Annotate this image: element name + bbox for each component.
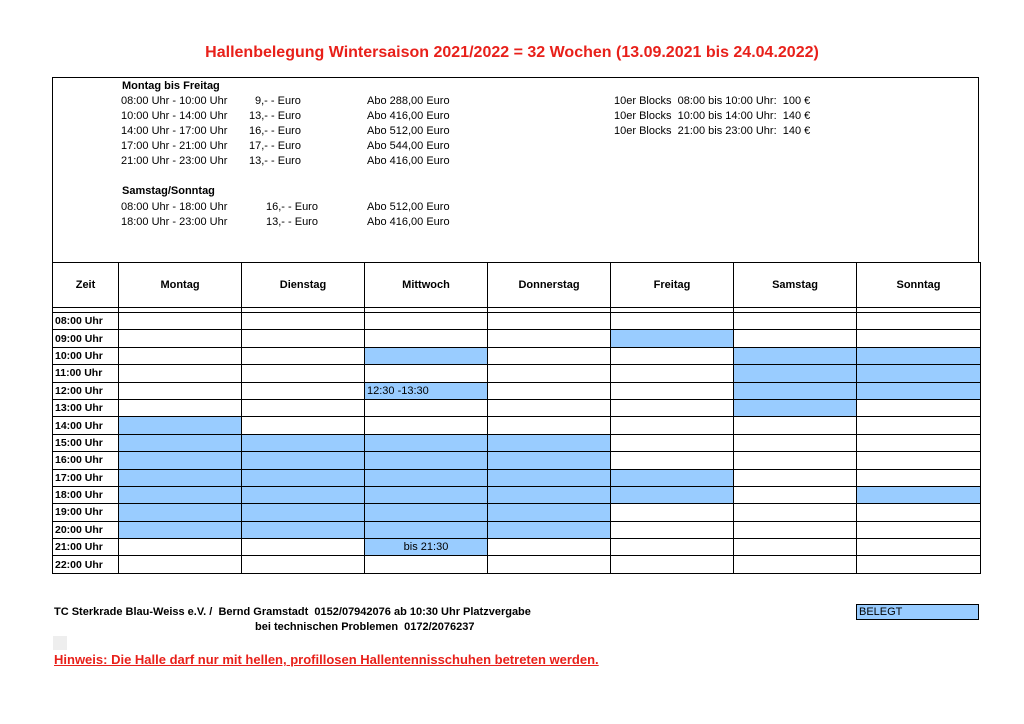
slot-free [488, 399, 611, 416]
weekend-heading: Samstag/Sonntag [122, 185, 215, 197]
notice-text: Hinweis: Die Halle darf nur mit hellen, profillosen Hallentennisschuhen betreten werden. [54, 652, 599, 667]
time-cell: 22:00 Uhr [53, 556, 119, 573]
slot-booked [734, 399, 857, 416]
weekend-rate-price: 13,- - Euro [266, 216, 318, 228]
block-price: 10er Blocks 21:00 bis 23:00 Uhr: 140 € [614, 125, 811, 137]
slot-free [242, 365, 365, 382]
slot-free [734, 434, 857, 451]
time-cell: 19:00 Uhr [53, 504, 119, 521]
slot-booked [488, 521, 611, 538]
slot-free [242, 330, 365, 347]
time-cell: 21:00 Uhr [53, 539, 119, 556]
slot-free [857, 417, 981, 434]
slot-free [119, 382, 242, 399]
slot-free [857, 330, 981, 347]
slot-booked [365, 434, 488, 451]
slot-free [365, 417, 488, 434]
weekday-rate-price: 9,- - Euro [255, 95, 301, 107]
slot-free [488, 330, 611, 347]
schedule-row [53, 539, 981, 556]
header-day: Mittwoch [365, 263, 488, 308]
weekday-rate-price: 16,- - Euro [249, 125, 301, 137]
slot-free [611, 521, 734, 538]
slot-booked [119, 469, 242, 486]
slot-booked [734, 347, 857, 364]
slot-booked [365, 504, 488, 521]
weekend-rate-abo: Abo 512,00 Euro [367, 201, 450, 213]
slot-note: 12:30 -13:30 [367, 384, 429, 397]
slot-free [734, 486, 857, 503]
slot-free [119, 347, 242, 364]
weekend-rate-abo: Abo 416,00 Euro [367, 216, 450, 228]
slot-free [242, 347, 365, 364]
slot-free [857, 313, 981, 330]
weekday-rate-price: 13,- - Euro [249, 110, 301, 122]
slot-free [242, 313, 365, 330]
schedule-row [53, 399, 981, 416]
header-day: Dienstag [242, 263, 365, 308]
header-day: Donnerstag [488, 263, 611, 308]
weekday-rate-time: 14:00 Uhr - 17:00 Uhr [121, 125, 228, 137]
schedule-row [53, 556, 981, 573]
slot-free [242, 399, 365, 416]
slot-free [611, 452, 734, 469]
weekday-rate-abo: Abo 512,00 Euro [367, 125, 450, 137]
slot-booked [857, 347, 981, 364]
slot-booked [365, 382, 488, 399]
slot-free [857, 452, 981, 469]
block-price: 10er Blocks 08:00 bis 10:00 Uhr: 100 € [614, 95, 811, 107]
slot-free [611, 539, 734, 556]
schedule-row [53, 382, 981, 399]
weekend-rate-time: 18:00 Uhr - 23:00 Uhr [121, 216, 228, 228]
time-cell: 18:00 Uhr [53, 486, 119, 503]
slot-booked [242, 469, 365, 486]
slot-booked [488, 486, 611, 503]
slot-free [365, 330, 488, 347]
slot-free [119, 539, 242, 556]
schedule-row [53, 434, 981, 451]
schedule-row [53, 521, 981, 538]
slot-free [488, 365, 611, 382]
slot-free [488, 417, 611, 434]
slot-booked [365, 347, 488, 364]
slot-booked [365, 486, 488, 503]
schedule-row [53, 504, 981, 521]
slot-free [857, 504, 981, 521]
slot-booked [488, 434, 611, 451]
slot-note: bis 21:30 [403, 541, 449, 554]
schedule-table [52, 262, 981, 574]
slot-free [734, 417, 857, 434]
slot-booked [857, 382, 981, 399]
weekday-rate-abo: Abo 416,00 Euro [367, 155, 450, 167]
schedule-header-row [53, 263, 981, 308]
time-cell: 13:00 Uhr [53, 399, 119, 416]
slot-free [857, 469, 981, 486]
schedule-row [53, 365, 981, 382]
slot-free [611, 434, 734, 451]
grey-marker [53, 636, 67, 650]
slot-free [734, 469, 857, 486]
time-cell: 08:00 Uhr [53, 313, 119, 330]
slot-free [365, 556, 488, 573]
slot-free [119, 330, 242, 347]
slot-free [488, 382, 611, 399]
slot-booked [365, 539, 488, 556]
time-cell: 15:00 Uhr [53, 434, 119, 451]
weekday-rate-price: 17,- - Euro [249, 140, 301, 152]
legend-booked: BELEGT [856, 604, 979, 620]
header-day: Freitag [611, 263, 734, 308]
header-time: Zeit [53, 263, 119, 308]
schedule-row [53, 347, 981, 364]
slot-free [611, 556, 734, 573]
slot-free [734, 313, 857, 330]
slot-free [611, 347, 734, 364]
time-cell: 20:00 Uhr [53, 521, 119, 538]
schedule-row [53, 417, 981, 434]
slot-free [365, 313, 488, 330]
pricing-box [52, 77, 979, 262]
slot-free [488, 556, 611, 573]
slot-booked [611, 469, 734, 486]
slot-free [857, 399, 981, 416]
slot-booked [242, 521, 365, 538]
block-price: 10er Blocks 10:00 bis 14:00 Uhr: 140 € [614, 110, 811, 122]
slot-booked [857, 486, 981, 503]
header-day: Sonntag [857, 263, 981, 308]
slot-free [119, 365, 242, 382]
schedule-body [53, 313, 981, 574]
weekend-rate-time: 08:00 Uhr - 18:00 Uhr [121, 201, 228, 213]
slot-booked [611, 486, 734, 503]
slot-booked [119, 417, 242, 434]
slot-free [611, 504, 734, 521]
time-cell: 14:00 Uhr [53, 417, 119, 434]
slot-free [488, 539, 611, 556]
slot-free [857, 539, 981, 556]
time-cell: 12:00 Uhr [53, 382, 119, 399]
slot-booked [242, 434, 365, 451]
slot-booked [242, 486, 365, 503]
slot-free [611, 382, 734, 399]
schedule-row [53, 486, 981, 503]
slot-booked [365, 521, 488, 538]
slot-booked [734, 382, 857, 399]
slot-free [611, 365, 734, 382]
slot-free [857, 556, 981, 573]
slot-booked [488, 469, 611, 486]
slot-booked [119, 486, 242, 503]
weekday-rate-abo: Abo 288,00 Euro [367, 95, 450, 107]
slot-free [488, 347, 611, 364]
time-cell: 16:00 Uhr [53, 452, 119, 469]
slot-free [857, 521, 981, 538]
time-cell: 09:00 Uhr [53, 330, 119, 347]
weekday-heading: Montag bis Freitag [122, 80, 220, 92]
slot-booked [119, 434, 242, 451]
slot-booked [488, 504, 611, 521]
time-cell: 10:00 Uhr [53, 347, 119, 364]
time-cell: 17:00 Uhr [53, 469, 119, 486]
slot-free [611, 417, 734, 434]
header-day: Samstag [734, 263, 857, 308]
contact-line: TC Sterkrade Blau-Weiss e.V. / Bernd Gramstadt 0152/07942076 ab 10:30 Uhr Platzvergabe [54, 606, 531, 618]
slot-booked [365, 469, 488, 486]
time-cell: 11:00 Uhr [53, 365, 119, 382]
slot-free [365, 365, 488, 382]
slot-free [488, 313, 611, 330]
slot-booked [119, 504, 242, 521]
slot-free [734, 539, 857, 556]
tech-support-line: bei technischen Problemen 0172/2076237 [255, 621, 475, 633]
slot-free [119, 556, 242, 573]
slot-free [734, 452, 857, 469]
slot-free [119, 313, 242, 330]
weekday-rate-time: 17:00 Uhr - 21:00 Uhr [121, 140, 228, 152]
slot-booked [242, 452, 365, 469]
schedule-row [53, 330, 981, 347]
weekday-rate-time: 08:00 Uhr - 10:00 Uhr [121, 95, 228, 107]
weekday-rate-time: 21:00 Uhr - 23:00 Uhr [121, 155, 228, 167]
slot-free [611, 313, 734, 330]
slot-free [365, 399, 488, 416]
schedule-row [53, 469, 981, 486]
slot-free [611, 399, 734, 416]
schedule-row [53, 452, 981, 469]
slot-free [242, 556, 365, 573]
slot-free [242, 417, 365, 434]
slot-booked [119, 452, 242, 469]
weekend-rate-price: 16,- - Euro [266, 201, 318, 213]
weekday-rate-price: 13,- - Euro [249, 155, 301, 167]
weekday-rate-abo: Abo 544,00 Euro [367, 140, 450, 152]
header-day: Montag [119, 263, 242, 308]
slot-free [734, 556, 857, 573]
slot-booked [365, 452, 488, 469]
slot-free [857, 434, 981, 451]
weekday-rate-abo: Abo 416,00 Euro [367, 110, 450, 122]
weekday-rate-time: 10:00 Uhr - 14:00 Uhr [121, 110, 228, 122]
slot-booked [734, 365, 857, 382]
slot-free [242, 539, 365, 556]
schedule-row [53, 313, 981, 330]
slot-free [242, 382, 365, 399]
slot-booked [488, 452, 611, 469]
slot-free [119, 399, 242, 416]
slot-booked [242, 504, 365, 521]
slot-free [734, 504, 857, 521]
slot-booked [857, 365, 981, 382]
slot-booked [611, 330, 734, 347]
slot-free [734, 330, 857, 347]
slot-free [734, 521, 857, 538]
page-title: Hallenbelegung Wintersaison 2021/2022 = 32 Wochen (13.09.2021 bis 24.04.2022) [205, 44, 819, 61]
slot-booked [119, 521, 242, 538]
